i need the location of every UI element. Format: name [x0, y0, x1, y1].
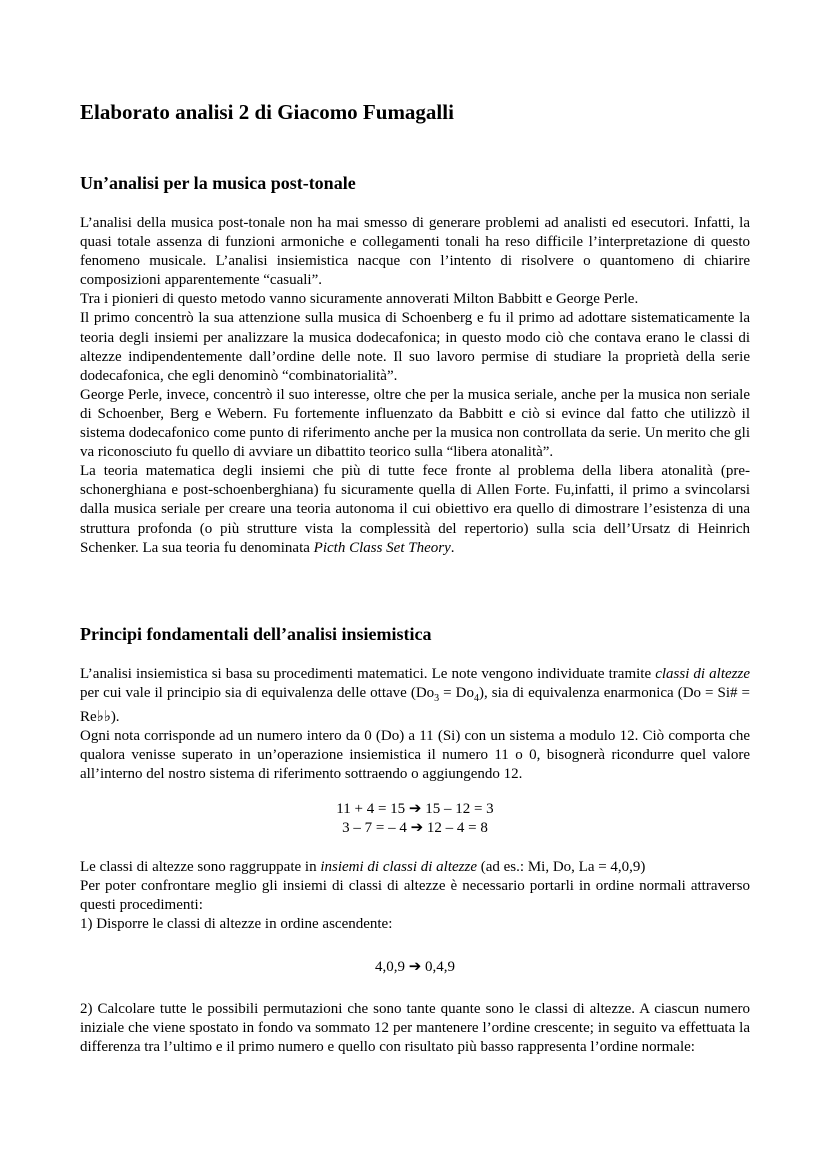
equation-1: 11 + 4 = 15 ➔ 15 – 12 = 3 [336, 801, 494, 817]
forte-text: La teoria matematica degli insiemi che più di tutte fece fronte al problema della libera atonalità (pre-schonerghiana e post-schoenberghiana) fu sicuramente quella di Allen Forte. Fu,infatti, il primo a svincolarsi dalla musica seriale per creare una teoria autonoma il cui obiettivo era quello di dimostrare l’esistenza di una struttura profonda (o più strutture vista la complessità del repertorio) sulla scia dell’Ursatz di Heinrich Schenker. La sua teoria fu denominata [80, 463, 750, 556]
section-heading-principles: Principi fondamentali dell’analisi insiemistica [80, 624, 432, 644]
section-body-principles-step2 [80, 1000, 750, 1057]
paragraph-pitch-classes [80, 665, 750, 727]
paragraph-normal-order: Per poter confrontare meglio gli insiemi di classi di altezze è necessario portarli in ordine normali attraverso questi procedimenti: [80, 878, 750, 914]
paragraph-sets [80, 858, 750, 877]
term-pitch-classes: classi di altezze [655, 666, 750, 682]
section-body-post-tonal [80, 214, 750, 558]
p3-text-a: Le classi di altezze sono raggruppate in [80, 859, 321, 875]
paragraph-modulo: Ogni nota corrisponde ad un numero intero da 0 (Do) a 11 (Si) con un sistema a modulo 12. Ciò comporta che qualora venisse superato in un’operazione insiemistica il numero 11 o 0, bisognerà ricondurre quel valore all’interno del nostro sistema di riferimento sottraendo o aggiungendo 12. [80, 728, 750, 783]
step-1-example [80, 958, 750, 977]
p1-text-d: ), sia di equivalenza enarmonica (Do = Si# = Re♭♭). [80, 685, 750, 726]
section-body-principles-sets [80, 858, 750, 934]
p1-text-c: = Do [439, 685, 474, 702]
octave-sub-3: 3 [434, 693, 440, 705]
step-1: 1) Disporre le classi di altezze in ordine ascendente: [80, 916, 393, 933]
step-1-example-text: 4,0,9 ➔ 0,4,9 [374, 959, 456, 975]
step-2: 2) Calcolare tutte le possibili permutazioni che sono tante quante sono le classi di altezze. A ciascun numero iniziale che viene spostato in fondo va sommato 12 per mantenere l’ordine crescente; in seguito va effettuata la differenza tra l’ultimo e il primo numero e quello con risultato più basso rappresenta l’ordine normale: [80, 1001, 750, 1056]
paragraph-forte [80, 462, 750, 557]
p1-text-a: L’analisi insiemistica si basa su procedimenti matematici. Le note vengono individuate tramite [80, 666, 656, 682]
theory-end: . [450, 539, 455, 556]
section-body-principles-top [80, 665, 750, 785]
paragraph-babbitt: Il primo concentrò la sua attenzione sulla musica di Schoenberg e fu il primo ad adottare sistematicamente la teoria degli insiemi per analizzare la musica dodecafonica; in questo modo ciò che contava erano le classi di altezze indipendentemente dall’ordine delle note. Il suo lavoro permise di studiare la proprietà della serie dodecafonica, che egli denominò “combinatorialità”. [80, 310, 750, 384]
theory-name: Picth Class Set Theory [313, 539, 451, 556]
equation-2: 3 – 7 = – 4 ➔ 12 – 4 = 8 [342, 820, 488, 836]
paragraph-pioneers: Tra i pionieri di questo metodo vanno sicuramente annoverati Milton Babbitt e George Perle. [80, 291, 639, 308]
modulo-equations [80, 800, 750, 838]
paragraph-intro: L’analisi della musica post-tonale non ha mai smesso di generare problemi ad analisti ed esecutori. Infatti, la quasi totale assenza di funzioni armoniche e collegamenti tonali ha reso difficile l’interpretazione di questo fenomeno musicale. L’analisi insiemistica nacque con l’intento di risolvere o quantomeno di chiarire composizioni apparentemente “casuali”. [80, 215, 750, 289]
p3-text-b: (ad es.: Mi, Do, La = 4,0,9) [477, 859, 646, 875]
document-title: Elaborato analisi 2 di Giacomo Fumagalli [80, 100, 454, 124]
term-pitch-class-sets: insiemi di classi di altezze [320, 859, 477, 875]
section-heading-post-tonal: Un’analisi per la musica post-tonale [80, 173, 356, 193]
paragraph-perle: George Perle, invece, concentrò il suo interesse, oltre che per la musica seriale, anche per la musica non seriale di Schoenber, Berg e Webern. Fu fortemente influenzato da Babbitt e ciò si evince dal fatto che utilizzò il sistema dodecafonico come punto di riferimento anche per la musica non controllata da serie. Un merito che gli va riconosciuto fu quello di avviare un dibattito teorico sulla “libera atonalità”. [80, 386, 750, 461]
octave-sub-4: 4 [473, 693, 479, 705]
p1-text-b: per cui vale il principio sia di equivalenza delle ottave (Do [80, 685, 435, 702]
